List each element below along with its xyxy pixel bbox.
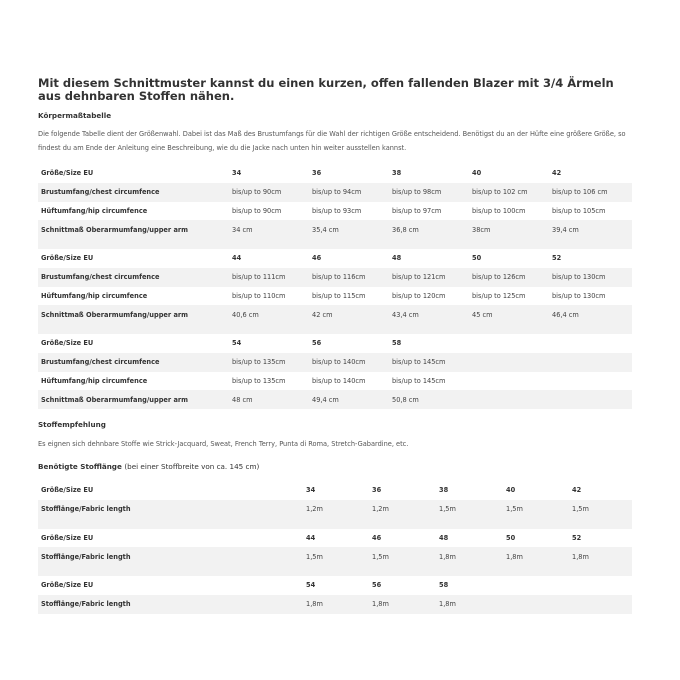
size-table-description: Die folgende Tabelle dient der Größenwahl. Dabei ist das Maß des Brustumfangs für die Wahl der richtigen Größe entscheidend. Benötigst du an der Hüfte eine größere Größe, so findest du am Ende der Anleitung eine Beschreibung, wie du die Jacke nach unten hin weiter ausstellen kannst.	[38, 130, 626, 152]
fabric-length-cell: 1,5m	[436, 500, 503, 519]
hip-cell: bis/up to 145cm	[392, 376, 446, 385]
hip-cell	[549, 372, 632, 391]
table-row	[38, 500, 632, 519]
upper-arm-label: Schnittmaß Oberarmumfang/upper arm	[38, 305, 229, 324]
size-cell: 38	[392, 169, 402, 178]
table-row	[38, 372, 632, 391]
table-row	[38, 547, 632, 566]
fabric-length-cell: 1,8m	[569, 547, 632, 566]
chest-cell: bis/up to 98cm	[389, 183, 469, 202]
chest-cell: bis/up to 94cm	[309, 183, 389, 202]
table-row	[38, 481, 632, 500]
size-label: Größe/Size EU	[41, 169, 94, 178]
table-row	[38, 202, 632, 221]
upper-arm-cell: 35,4 cm	[309, 220, 389, 239]
fabric-length-cell	[503, 595, 569, 614]
hip-cell	[469, 372, 549, 391]
size-cell: 54	[306, 581, 316, 590]
size-cell: 56	[372, 581, 382, 590]
length-table-note: (bei einer Stoffbreite von ca. 145 cm)	[124, 462, 260, 471]
size-label: Größe/Size EU	[41, 581, 94, 590]
size-cell: 58	[439, 581, 449, 590]
upper-arm-label: Schnittmaß Oberarmumfang/upper arm	[38, 220, 229, 239]
upper-arm-cell	[469, 390, 549, 409]
size-cell: 50	[506, 533, 516, 542]
upper-arm-cell: 34 cm	[229, 220, 309, 239]
upper-arm-cell: 43,4 cm	[389, 305, 469, 324]
chest-label: Brustumfang/chest circumfence	[38, 183, 229, 202]
length-table-heading	[38, 462, 259, 471]
hip-cell: bis/up to 97cm	[392, 206, 442, 215]
size-cell: 44	[232, 254, 242, 263]
chest-cell: bis/up to 121cm	[389, 268, 469, 287]
hip-label: Hüftumfang/hip circumfence	[41, 291, 148, 300]
chest-cell	[469, 353, 549, 372]
hip-cell: bis/up to 110cm	[232, 291, 286, 300]
fabric-length-cell: 1,8m	[503, 547, 569, 566]
table-row	[38, 268, 632, 287]
chest-cell: bis/up to 111cm	[229, 268, 309, 287]
upper-arm-cell: 48 cm	[229, 390, 309, 409]
upper-arm-cell: 42 cm	[309, 305, 389, 324]
chest-cell: bis/up to 135cm	[229, 353, 309, 372]
table-spacer	[38, 519, 632, 529]
table-spacer	[38, 239, 632, 249]
size-cell	[569, 576, 632, 595]
table-row	[38, 183, 632, 202]
hip-cell: bis/up to 105cm	[552, 206, 606, 215]
size-cell: 34	[306, 486, 316, 495]
size-cell: 52	[572, 533, 582, 542]
size-cell: 36	[372, 486, 382, 495]
size-cell: 46	[312, 254, 322, 263]
upper-arm-cell: 38cm	[469, 220, 549, 239]
size-label: Größe/Size EU	[41, 339, 94, 348]
chest-cell: bis/up to 140cm	[309, 353, 389, 372]
chest-cell: bis/up to 116cm	[309, 268, 389, 287]
upper-arm-cell: 49,4 cm	[309, 390, 389, 409]
chest-cell: bis/up to 145cm	[389, 353, 469, 372]
fabric-length-label: Stofflänge/Fabric length	[38, 547, 303, 566]
size-table-heading: Körpermaßtabelle	[38, 111, 112, 120]
upper-arm-cell: 40,6 cm	[229, 305, 309, 324]
table-row	[38, 576, 632, 595]
size-cell: 40	[506, 486, 516, 495]
hip-cell: bis/up to 130cm	[552, 291, 606, 300]
size-cell: 48	[439, 533, 449, 542]
fabric-length-label: Stofflänge/Fabric length	[38, 595, 303, 614]
size-cell: 56	[312, 339, 322, 348]
size-cell: 38	[439, 486, 449, 495]
hip-cell: bis/up to 125cm	[472, 291, 526, 300]
hip-cell: bis/up to 115cm	[312, 291, 366, 300]
size-cell: 58	[392, 339, 402, 348]
size-label: Größe/Size EU	[41, 533, 94, 542]
hip-label: Hüftumfang/hip circumfence	[41, 206, 148, 215]
hip-cell: bis/up to 135cm	[232, 376, 286, 385]
upper-arm-cell	[549, 390, 632, 409]
size-cell: 50	[472, 254, 482, 263]
length-table-title: Benötigte Stofflänge	[38, 462, 122, 471]
chest-cell: bis/up to 90cm	[229, 183, 309, 202]
length-table	[38, 481, 632, 614]
fabric-length-cell: 1,5m	[503, 500, 569, 519]
table-row	[38, 595, 632, 614]
fabric-length-cell: 1,2m	[303, 500, 369, 519]
chest-cell	[549, 353, 632, 372]
chest-cell: bis/up to 102 cm	[469, 183, 549, 202]
chest-label: Brustumfang/chest circumfence	[38, 353, 229, 372]
hip-cell: bis/up to 90cm	[232, 206, 282, 215]
chest-label: Brustumfang/chest circumfence	[38, 268, 229, 287]
upper-arm-cell: 46,4 cm	[549, 305, 632, 324]
upper-arm-cell: 36,8 cm	[389, 220, 469, 239]
upper-arm-label: Schnittmaß Oberarmumfang/upper arm	[38, 390, 229, 409]
size-table	[38, 164, 632, 409]
fabric-length-label: Stofflänge/Fabric length	[38, 500, 303, 519]
size-cell: 34	[232, 169, 242, 178]
size-cell	[549, 334, 632, 353]
fabric-length-cell: 1,2m	[369, 500, 436, 519]
table-spacer	[38, 566, 632, 576]
fabric-length-cell: 1,8m	[436, 547, 503, 566]
fabric-length-cell: 1,5m	[369, 547, 436, 566]
size-cell: 42	[572, 486, 582, 495]
page-title: Mit diesem Schnittmuster kannst du einen kurzen, offen fallenden Blazer mit 3/4 Ärmeln aus dehnbaren Stoffen nähen.	[38, 76, 614, 103]
fabric-text: Es eignen sich dehnbare Stoffe wie Strick-Jacquard, Sweat, French Terry, Punta di Roma, Stretch-Gabardine, etc.	[38, 440, 409, 448]
size-cell: 48	[392, 254, 402, 263]
upper-arm-cell: 45 cm	[469, 305, 549, 324]
size-cell	[503, 576, 569, 595]
chest-cell: bis/up to 106 cm	[549, 183, 632, 202]
fabric-length-cell: 1,8m	[303, 595, 369, 614]
size-cell: 54	[232, 339, 242, 348]
size-cell: 46	[372, 533, 382, 542]
table-row	[38, 529, 632, 548]
size-cell: 36	[312, 169, 322, 178]
fabric-length-cell: 1,8m	[436, 595, 503, 614]
chest-cell: bis/up to 126cm	[469, 268, 549, 287]
table-row	[38, 353, 632, 372]
size-cell: 40	[472, 169, 482, 178]
table-row	[38, 287, 632, 306]
size-cell: 44	[306, 533, 316, 542]
size-cell: 52	[552, 254, 562, 263]
hip-cell: bis/up to 100cm	[472, 206, 526, 215]
fabric-heading: Stoffempfehlung	[38, 420, 106, 429]
table-row	[38, 220, 632, 239]
table-row	[38, 334, 632, 353]
hip-label: Hüftumfang/hip circumfence	[41, 376, 148, 385]
hip-cell: bis/up to 120cm	[392, 291, 446, 300]
table-row	[38, 305, 632, 324]
fabric-length-cell	[569, 595, 632, 614]
table-row	[38, 249, 632, 268]
size-cell	[469, 334, 549, 353]
upper-arm-cell: 50,8 cm	[389, 390, 469, 409]
fabric-length-cell: 1,8m	[369, 595, 436, 614]
size-label: Größe/Size EU	[41, 254, 94, 263]
table-row	[38, 390, 632, 409]
fabric-length-cell: 1,5m	[569, 500, 632, 519]
hip-cell: bis/up to 93cm	[312, 206, 362, 215]
table-row	[38, 164, 632, 183]
size-cell: 42	[552, 169, 562, 178]
size-label: Größe/Size EU	[41, 486, 94, 495]
hip-cell: bis/up to 140cm	[312, 376, 366, 385]
fabric-length-cell: 1,5m	[303, 547, 369, 566]
upper-arm-cell: 39,4 cm	[549, 220, 632, 239]
chest-cell: bis/up to 130cm	[549, 268, 632, 287]
table-spacer	[38, 324, 632, 334]
